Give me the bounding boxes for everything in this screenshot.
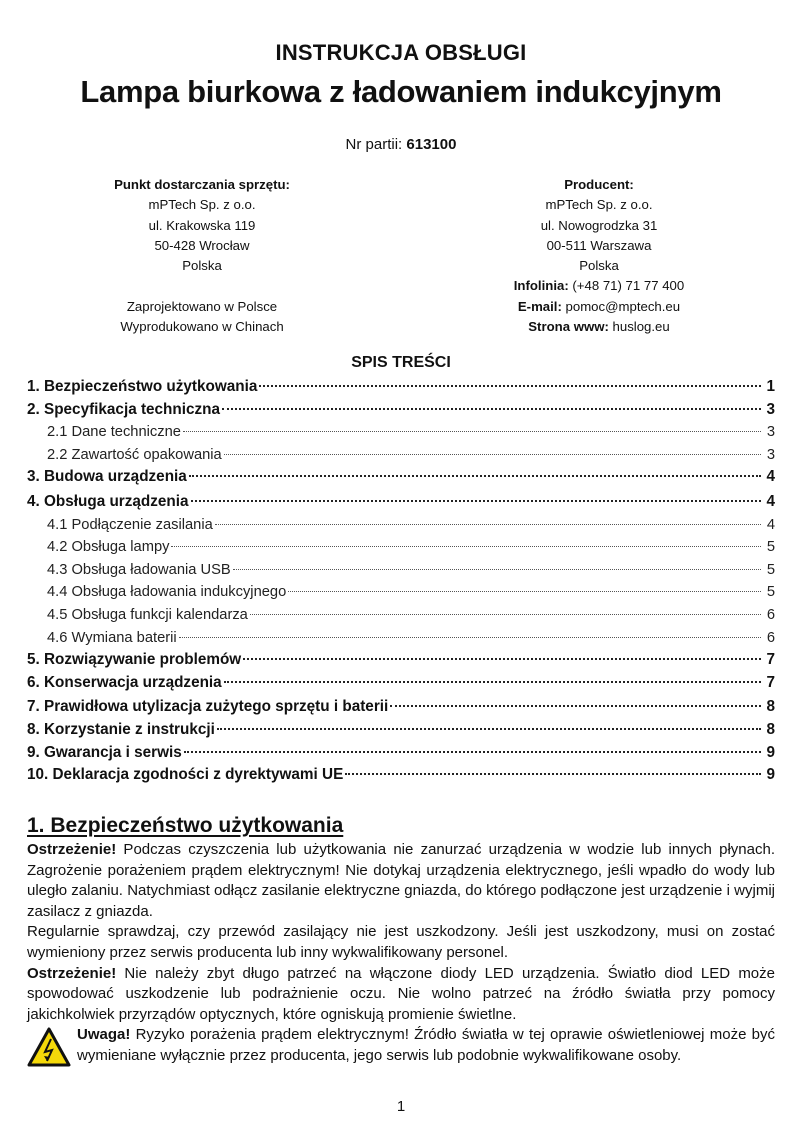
toc-entry-label: 2. Specyfikacja techniczna: [27, 400, 221, 418]
toc-leader-dots: [345, 773, 761, 775]
toc-leader-dots: [259, 385, 761, 387]
toc-entry[interactable]: [27, 672, 775, 695]
section-safety: [27, 812, 775, 1069]
producer-hotline: [484, 276, 714, 296]
toc-entry[interactable]: [27, 649, 775, 672]
toc-entry-label: 10. Deklaracja zgodności z dyrektywami UE: [27, 766, 344, 784]
toc-entry-page: 5: [766, 584, 775, 601]
electric-hazard-warning-icon: [27, 1027, 71, 1069]
hotline-value: (+48 71) 71 77 400: [572, 278, 685, 294]
toc-leader-dots: [217, 728, 761, 730]
toc-entry-label: 4.4 Obsługa ładowania indukcyjnego: [47, 584, 287, 601]
delivery-heading: Punkt dostarczania sprzętu:: [114, 177, 290, 192]
producer-city: 00-511 Warszawa: [546, 237, 652, 253]
toc-entry-label: 7. Prawidłowa utylizacja zużytego sprzętu i baterii: [27, 698, 389, 716]
website-label: Strona www:: [528, 319, 609, 335]
toc-entry-page: 4: [766, 468, 775, 486]
toc-subentry[interactable]: [27, 604, 775, 627]
website-link[interactable]: huslog.eu: [612, 319, 670, 335]
toc-entry-page: 5: [766, 561, 775, 578]
toc-leader-dots: [288, 591, 761, 592]
producer-street: ul. Nowogrodzka 31: [540, 217, 658, 233]
toc-leader-dots: [250, 614, 761, 615]
toc-leader-dots: [233, 569, 761, 570]
toc-leader-dots: [171, 546, 761, 547]
toc-subentry[interactable]: [27, 559, 775, 582]
toc-entry-page: 1: [766, 378, 775, 395]
hotline-label: Infolinia:: [513, 278, 569, 294]
producer-block: [484, 175, 714, 337]
warning-text: Podczas czyszczenia lub użytkowania nie zanurzać urządzenia w wodzie lub innych płynach. Zagrożenie porażeniem prądem elektrycznym! Nie dotykaj urządzenia elektrycznego, jeśli wpadło do wody lub uległo zalaniu. Natychmiast odłącz zasilanie elektryczne gniazda, do którego podłączone jest urządzenie i wyjmij zasilacz z gniazda.: [27, 841, 775, 920]
warning-label: Ostrzeżenie!: [27, 841, 117, 858]
toc-leader-dots: [184, 751, 761, 753]
toc-entry[interactable]: [27, 742, 775, 765]
toc-entry-page: 7: [766, 673, 775, 691]
toc-entry[interactable]: [27, 376, 775, 399]
toc-entry-label: 2.1 Dane techniczne: [47, 424, 181, 441]
batch-value: 613100: [406, 136, 457, 153]
toc-entry-label: 4.6 Wymiana baterii: [47, 629, 177, 646]
toc-entry-page: 8: [766, 720, 775, 738]
notice-label: Uwaga!: [77, 1026, 131, 1044]
toc-entry-label: 4.3 Obsługa ładowania USB: [47, 561, 231, 578]
toc-entry[interactable]: [27, 719, 775, 742]
toc-entry-page: 7: [766, 651, 775, 669]
toc-leader-dots: [390, 705, 761, 707]
toc-subentry[interactable]: [27, 421, 775, 444]
toc-entry-label: 8. Korzystanie z instrukcji: [27, 720, 215, 738]
toc-entry-label: 9. Gwarancja i serwis: [27, 743, 182, 761]
delivery-city: 50-428 Wrocław: [154, 237, 250, 253]
toc-entry-page: 9: [766, 743, 775, 761]
toc-title: SPIS TREŚCI: [351, 354, 451, 371]
producer-company: mPTech Sp. z o.o.: [545, 197, 653, 213]
toc-entry-page: 3: [766, 400, 775, 418]
warning-label: Ostrzeżenie!: [27, 964, 117, 982]
batch-label: Nr partii:: [345, 136, 403, 153]
page-number: 1: [396, 1098, 406, 1115]
toc-leader-dots: [224, 454, 761, 455]
toc-entry-label: 4.5 Obsługa funkcji kalendarza: [47, 606, 248, 623]
notice-paragraph: [27, 1025, 775, 1066]
producer-email: [484, 297, 714, 317]
toc-subentry[interactable]: [27, 627, 775, 650]
delivery-company: mPTech Sp. z o.o.: [148, 197, 256, 213]
toc-entry-page: 9: [766, 766, 775, 784]
toc-entry-label: 4.1 Podłączenie zasilania: [47, 516, 213, 533]
document-title: Lampa biurkowa z ładowaniem indukcyjnym: [80, 74, 722, 109]
producer-website: [484, 317, 714, 337]
designed-in: Zaprojektowano w Polsce: [126, 298, 278, 314]
toc-entry-page: 8: [766, 698, 775, 716]
toc-entry-label: 3. Budowa urządzenia: [27, 468, 187, 486]
toc-entry-label: 5. Rozwiązywanie problemów: [27, 651, 242, 669]
toc-entry[interactable]: [27, 399, 775, 422]
spacer: [92, 276, 312, 296]
section-heading: 1. Bezpieczeństwo użytkowania: [27, 814, 344, 837]
producer-country: Polska: [579, 258, 619, 274]
email-link[interactable]: pomoc@mptech.eu: [565, 298, 681, 314]
toc-entry-page: 4: [766, 516, 775, 533]
toc-leader-dots: [183, 431, 761, 432]
toc-entry[interactable]: [27, 466, 775, 489]
delivery-street: ul. Krakowska 119: [148, 217, 256, 233]
made-in: Wyprodukowano w Chinach: [120, 319, 284, 335]
toc-subentry[interactable]: [27, 581, 775, 604]
toc-entry-label: 1. Bezpieczeństwo użytkowania: [27, 378, 258, 395]
toc-entry[interactable]: [27, 696, 775, 719]
toc-leader-dots: [191, 500, 761, 502]
notice-text: Ryzyko porażenia prądem elektrycznym! Źródło światła w tej oprawie oświetleniowej może być wymieniane wyłącznie przez producenta, jego serwis lub podobnie wykwalifikowane osoby.: [77, 1026, 775, 1064]
delivery-country: Polska: [182, 258, 222, 274]
toc-subentry[interactable]: [27, 514, 775, 537]
toc-leader-dots: [179, 637, 761, 638]
toc-subentry[interactable]: [27, 444, 775, 467]
batch-number: [0, 136, 802, 153]
toc-entry-label: 4. Obsługa urządzenia: [27, 492, 189, 510]
toc-entry-page: 3: [766, 424, 775, 441]
toc-entry-page: 4: [766, 492, 775, 510]
toc-entry-page: 5: [766, 539, 775, 556]
warning-text: Nie należy zbyt długo patrzeć na włączone diody LED urządzenia. Światło diod LED może spowodować uszkodzenie lub podrażnienie oczu. Nie wolno patrzeć na źródło światła przy pomocy jakichkolwiek przyrządów optycznych, które ogniskują promienie świetlne.: [27, 964, 775, 1023]
toc-entry-page: 6: [766, 629, 775, 646]
table-of-contents: [27, 376, 775, 787]
toc-leader-dots: [224, 681, 761, 683]
toc-subentry[interactable]: [27, 536, 775, 559]
document-kind: INSTRUKCJA OBSŁUGI: [275, 40, 527, 65]
cable-check-paragraph: Regularnie sprawdzaj, czy przewód zasilający nie jest uszkodzony. Jeśli jest uszkodzony, musi on zostać wymieniony przez serwis producenta lub inny wykwalifikowany personel.: [27, 923, 775, 961]
toc-leader-dots: [215, 524, 761, 525]
toc-entry-label: 6. Konserwacja urządzenia: [27, 673, 222, 691]
toc-entry-label: 4.2 Obsługa lampy: [47, 539, 170, 556]
warning-paragraph-water: [27, 840, 775, 922]
toc-entry[interactable]: [27, 491, 775, 514]
producer-heading: Producent:: [564, 177, 634, 192]
toc-leader-dots: [243, 658, 761, 660]
toc-leader-dots: [222, 408, 761, 410]
warning-paragraph-led: [27, 964, 775, 1026]
toc-leader-dots: [189, 475, 761, 477]
delivery-point-block: [92, 175, 312, 337]
toc-entry-label: 2.2 Zawartość opakowania: [47, 446, 222, 463]
electric-hazard-notice: [27, 1025, 775, 1066]
email-label: E-mail:: [517, 298, 562, 314]
toc-entry[interactable]: [27, 764, 775, 787]
toc-entry-page: 3: [766, 446, 775, 463]
toc-entry-page: 6: [766, 606, 775, 623]
